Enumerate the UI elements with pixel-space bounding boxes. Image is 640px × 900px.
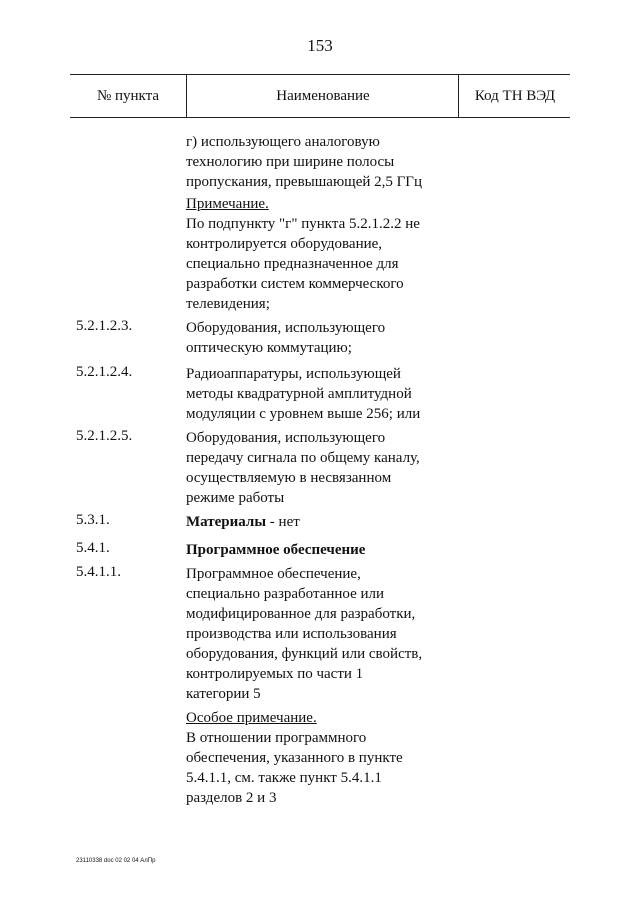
item-number: 5.2.1.2.4. bbox=[76, 364, 133, 380]
item-number: 5.3.1. bbox=[76, 512, 110, 528]
list-item-text bbox=[186, 540, 466, 560]
note-block: Примечание. По подпункту "г" пункта 5.2.1.2.2 не контролируется оборудование, специально предназначенное для разработки систем коммерческого телевидения; bbox=[186, 194, 466, 314]
item-number: 5.4.1. bbox=[76, 540, 110, 556]
note-heading: Особое примечание. bbox=[186, 710, 317, 726]
footer-docref: 23110338 doc 02 02 04 АлПр bbox=[76, 858, 156, 864]
table-header bbox=[70, 74, 570, 118]
special-note-block: Особое примечание. В отношении программного обеспечения, указанного в пункте 5.4.1.1, см. также пункт 5.4.1.1 разделов 2 и 3 bbox=[186, 708, 466, 808]
item-number: 5.2.1.2.5. bbox=[76, 428, 133, 444]
list-item-text: Оборудования, использующего оптическую коммутацию; bbox=[186, 320, 386, 356]
item-number: 5.4.1.1. bbox=[76, 564, 121, 580]
header-col-code: Код ТН ВЭД bbox=[458, 75, 571, 117]
note-heading: Примечание. bbox=[186, 196, 269, 212]
list-item-text: Материалы - нет bbox=[186, 514, 300, 530]
item-number: 5.2.1.2.3. bbox=[76, 318, 133, 334]
list-item-text: Радиоаппаратуры, использующей методы квадратурной амплитудной модуляции с уровнем выше 256; или bbox=[186, 366, 421, 422]
section-title: Программное обеспечение bbox=[186, 542, 366, 558]
list-item-text: г) использующего аналоговую технологию при ширине полосы пропускания, превышающей 2,5 ГГц bbox=[186, 134, 423, 190]
list-item-text: Программное обеспечение, специально разработанное или модифицированное для разработки, производства или использования оборудования, функций или свойств, контролируемых по части 1 категории 5 bbox=[186, 566, 423, 702]
list-item-text: Оборудования, использующего передачу сигнала по общему каналу, осуществляемую в несвязанном режиме работы bbox=[186, 430, 420, 506]
section-title: Материалы bbox=[186, 514, 267, 530]
header-col-number: № пункта bbox=[96, 88, 160, 104]
header-col-name: Наименование bbox=[186, 75, 459, 117]
page-number: 153 bbox=[307, 36, 333, 55]
